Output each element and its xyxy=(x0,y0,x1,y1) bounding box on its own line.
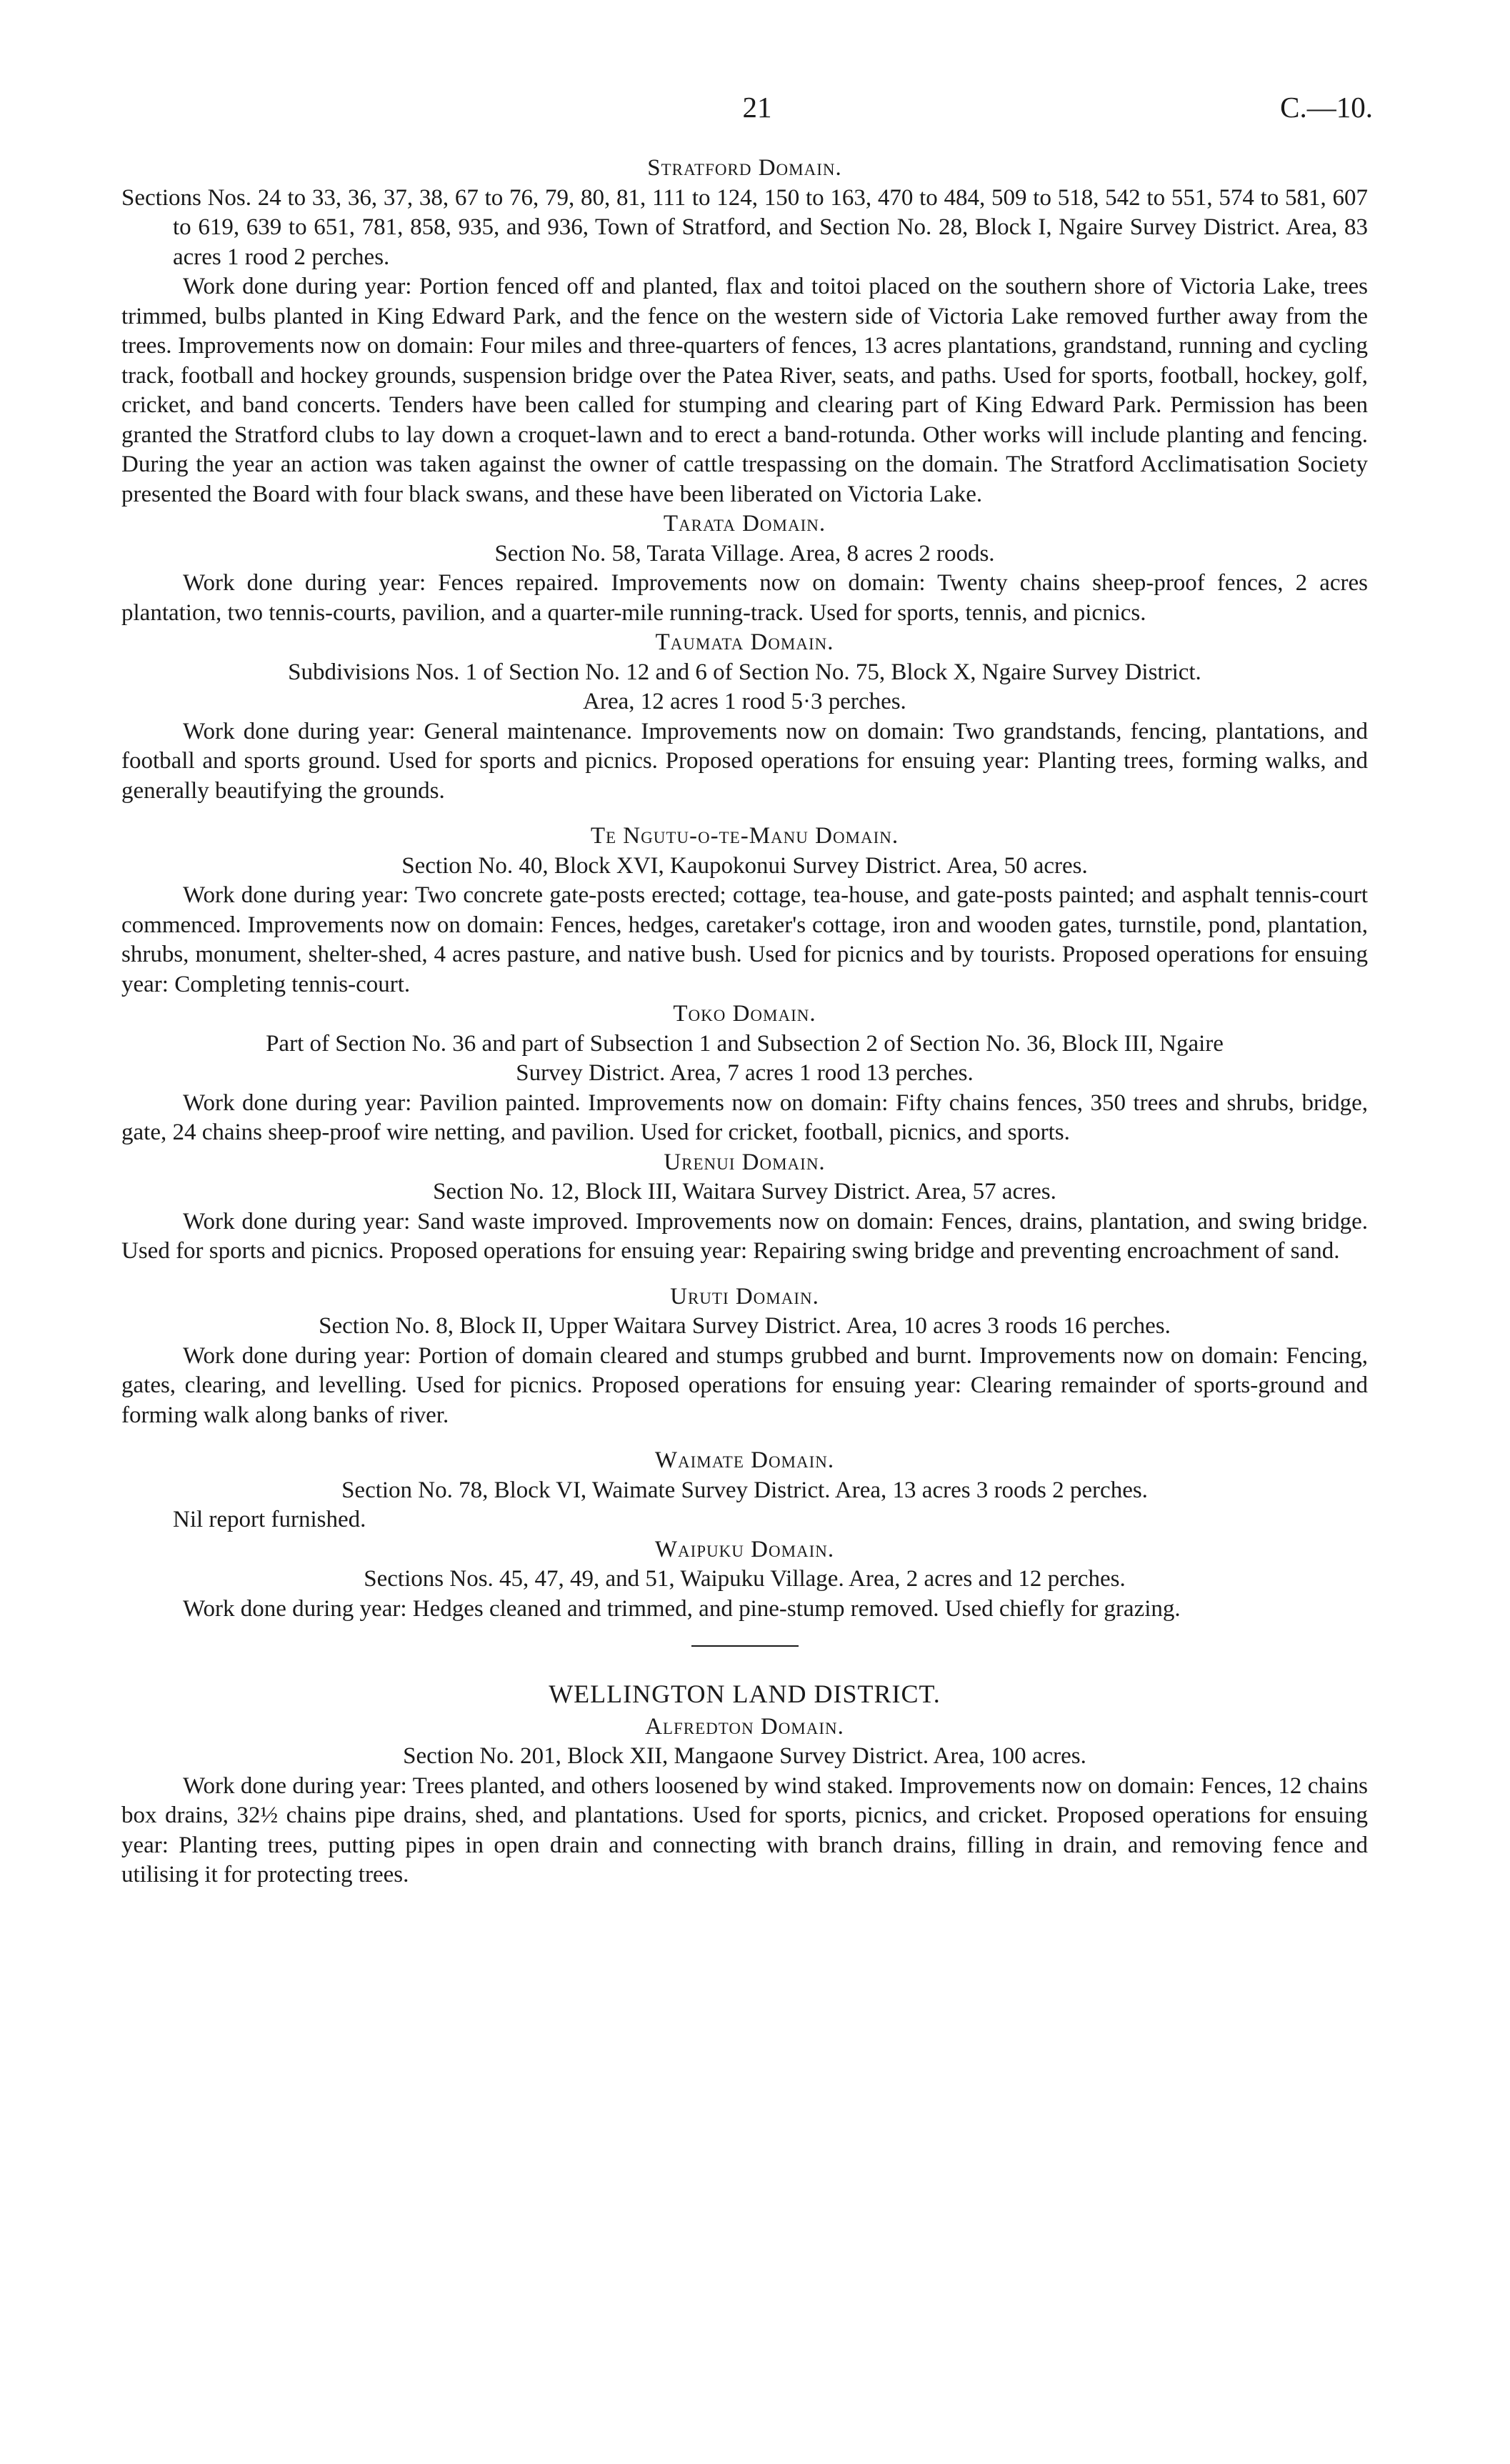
wellington-district-title: WELLINGTON LAND DISTRICT. xyxy=(549,1680,941,1708)
stratford-title: Stratford Domain. xyxy=(647,155,842,181)
page-number: 21 xyxy=(742,91,772,124)
taumata-sections: Subdivisions Nos. 1 of Section No. 12 and 6 of Section No. 75, Block X, Ngaire Survey District. xyxy=(288,659,1201,685)
taumata-area: Area, 12 acres 1 rood 5·3 perches. xyxy=(583,689,906,714)
tarata-work: Work done during year: Fences repaired. Improvements now on domain: Twenty chains sheep-proof fences, 2 acres plantation, two tennis-courts, pavilion, and a quarter-mile running-track. Used for sports, tennis, and picnics. xyxy=(121,570,1368,626)
section-divider xyxy=(691,1645,799,1647)
waipuku-title: Waipuku Domain. xyxy=(654,1536,835,1562)
toko-area: Survey District. Area, 7 acres 1 rood 13 perches. xyxy=(516,1060,974,1086)
stratford-work: Work done during year: Portion fenced off and planted, flax and toitoi placed on the southern shore of Victoria Lake, trees trimmed, bulbs planted in King Edward Park, and the fence on the western side of Victoria Lake removed further away from the trees. Improvements now on domain: Four miles and three-quarters of fences, 13 acres plantations, grandstand, running and cycling track, football and hockey grounds, suspension bridge over the Patea River, seats, and paths. Used for sports, football, hockey, golf, cricket, and band concerts. Tenders have been called for stumping and clearing part of King Edward Park. Permission has been granted the Stratford clubs to lay down a croquet-lawn and to erect a band-rotunda. Other works will include planting and fencing. During the year an action was taken against the owner of cattle trespassing on the domain. The Stratford Acclimatisation Society presented the Board with four black swans, and these have been liberated on Victoria Lake. xyxy=(121,274,1368,507)
te-ngutu-work: Work done during year: Two concrete gate-posts erected; cottage, tea-house, and gate-posts painted; and asphalt tennis-court commenced. Improvements now on domain: Fences, hedges, caretaker's cottage, iron and wooden gates, turnstile, pond, plantation, shrubs, monument, shelter-shed, 4 acres pasture, and native bush. Used for picnics and by tourists. Proposed operations for ensuing year: Completing tennis-court. xyxy=(121,882,1368,997)
alfredton-title: Alfredton Domain. xyxy=(645,1713,844,1740)
waimate-work: Nil report furnished. xyxy=(173,1507,366,1532)
taumata-title: Taumata Domain. xyxy=(655,629,834,655)
tarata-title: Tarata Domain. xyxy=(663,511,826,537)
toko-work: Work done during year: Pavilion painted. Improvements now on domain: Fifty chains fences, 350 trees and shrubs, bridge, gate, 24 chains sheep-proof wire netting, and pavilion. Used for cricket, football, picnics, and sports. xyxy=(121,1089,1368,1145)
uruti-work: Work done during year: Portion of domain cleared and stumps grubbed and burnt. Improvements now on domain: Fencing, gates, clearing, and levelling. Used for picnics. Proposed operations for ensuing year: Clearing remainder of sports-ground and forming walk along banks of river. xyxy=(121,1342,1368,1428)
stratford-sections: Sections Nos. 24 to 33, 36, 37, 38, 67 to 76, 79, 80, 81, 111 to 124, 150 to 163, 470 to 484, 509 to 518, 542 to 551, 574 to 581, 607 to 619, 639 to 651, 781, 858, 935, and 936, Town of Stratford, and Section No. 28, Block I, Ngaire Survey District. Area, 83 acres 1 rood 2 perches. xyxy=(121,184,1368,270)
alfredton-section: Section No. 201, Block XII, Mangaone Survey District. Area, 100 acres. xyxy=(403,1743,1086,1769)
taumata-work: Work done during year: General maintenance. Improvements now on domain: Two grandstands, fencing, plantations, and football and sports ground. Used for sports and picnics. Proposed operations for ensuing year: Planting trees, forming walks, and generally beautifying the grounds. xyxy=(121,718,1368,804)
te-ngutu-title: Te Ngutu-o-te-Manu Domain. xyxy=(590,823,899,849)
document-code: C.—10. xyxy=(1280,91,1373,124)
alfredton-work: Work done during year: Trees planted, and others loosened by wind staked. Improvements now on domain: Fences, 12 chains box drains, 32½ chains pipe drains, shed, and plantations. Used for sports, picnics, and cricket. Proposed operations for ensuing year: Planting trees, putting pipes in open drain and connecting with branch drains, filling in drain, and removing fence and utilising it for protecting trees. xyxy=(121,1772,1368,1887)
page-body xyxy=(121,154,1368,1890)
toko-sections: Part of Section No. 36 and part of Subsection 1 and Subsection 2 of Section No. 36, Block III, Ngaire xyxy=(266,1030,1224,1057)
waimate-section: Section No. 78, Block VI, Waimate Survey District. Area, 13 acres 3 roods 2 perches. xyxy=(341,1477,1148,1503)
urenui-section: Section No. 12, Block III, Waitara Survey District. Area, 57 acres. xyxy=(433,1179,1056,1204)
tarata-section: Section No. 58, Tarata Village. Area, 8 acres 2 roods. xyxy=(494,540,995,567)
urenui-title: Urenui Domain. xyxy=(664,1149,826,1175)
te-ngutu-section: Section No. 40, Block XVI, Kaupokonui Survey District. Area, 50 acres. xyxy=(401,852,1088,879)
page-header xyxy=(0,90,1510,133)
uruti-section: Section No. 8, Block II, Upper Waitara Survey District. Area, 10 acres 3 roods 16 perches. xyxy=(319,1313,1171,1339)
toko-title: Toko Domain. xyxy=(673,1001,816,1027)
waipuku-work: Work done during year: Hedges cleaned and trimmed, and pine-stump removed. Used chiefly for grazing. xyxy=(183,1595,1181,1622)
waimate-title: Waimate Domain. xyxy=(654,1447,835,1473)
uruti-title: Uruti Domain. xyxy=(670,1283,819,1310)
urenui-work: Work done during year: Sand waste improved. Improvements now on domain: Fences, drains, plantation, and swing bridge. Used for sports and picnics. Proposed operations for ensuing year: Repairing swing bridge and preventing encroachment of sand. xyxy=(121,1208,1368,1264)
waipuku-section: Sections Nos. 45, 47, 49, and 51, Waipuku Village. Area, 2 acres and 12 perches. xyxy=(364,1566,1126,1592)
